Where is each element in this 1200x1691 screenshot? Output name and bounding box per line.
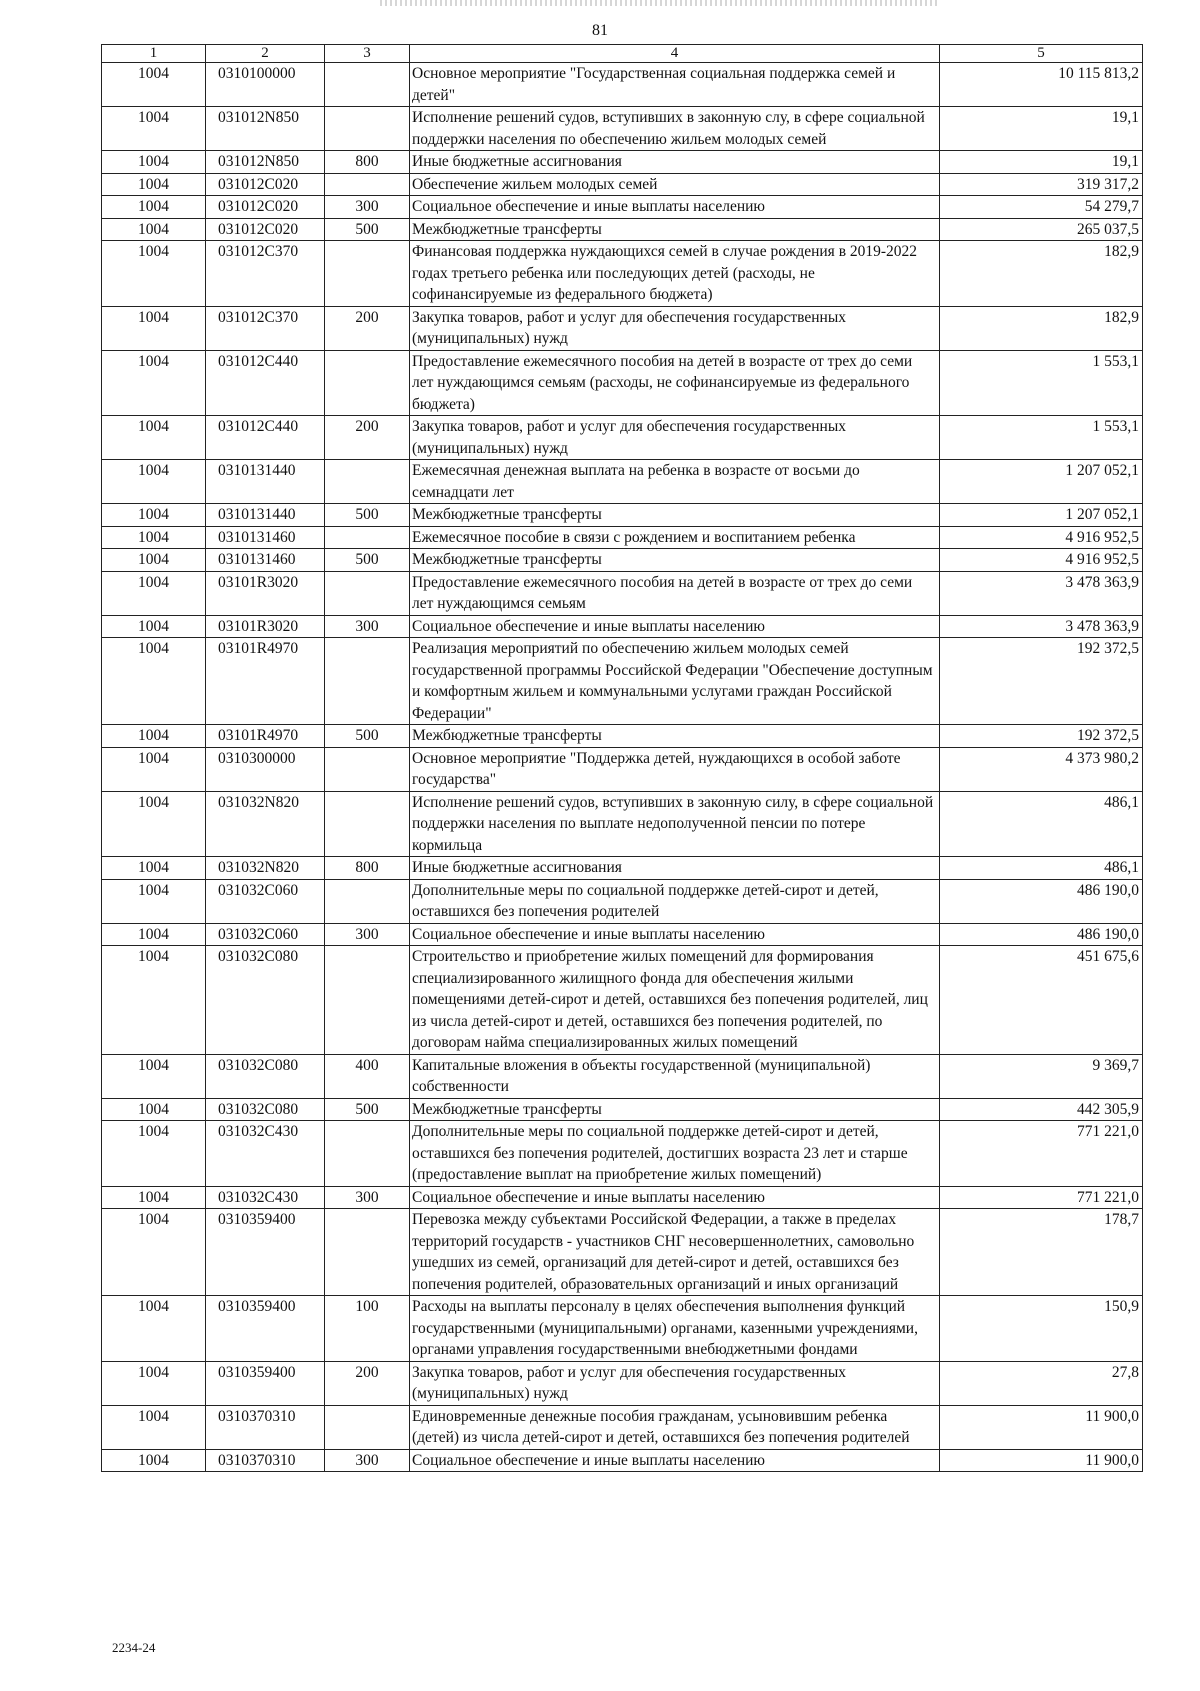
cell-section-code: 1004 bbox=[102, 1361, 206, 1405]
cell-expense-type: 500 bbox=[325, 1098, 410, 1121]
cell-amount: 265 037,5 bbox=[940, 218, 1143, 241]
cell-section-code: 1004 bbox=[102, 747, 206, 791]
cell-target-article: 031012C370 bbox=[206, 306, 325, 350]
cell-expense-type: 100 bbox=[325, 1296, 410, 1362]
cell-amount: 771 221,0 bbox=[940, 1121, 1143, 1187]
budget-table-container bbox=[101, 44, 1142, 1472]
cell-target-article: 031032C060 bbox=[206, 923, 325, 946]
cell-description: Иные бюджетные ассигнования bbox=[410, 857, 940, 880]
table-row bbox=[102, 1449, 1143, 1472]
cell-section-code: 1004 bbox=[102, 615, 206, 638]
table-row bbox=[102, 1186, 1143, 1209]
cell-target-article: 031032N820 bbox=[206, 791, 325, 857]
cell-amount: 9 369,7 bbox=[940, 1054, 1143, 1098]
cell-amount: 4 916 952,5 bbox=[940, 549, 1143, 572]
table-row bbox=[102, 63, 1143, 107]
cell-description: Ежемесячное пособие в связи с рождением и воспитанием ребенка bbox=[410, 526, 940, 549]
cell-expense-type bbox=[325, 1121, 410, 1187]
table-body bbox=[102, 63, 1143, 1472]
cell-section-code: 1004 bbox=[102, 1186, 206, 1209]
cell-amount: 11 900,0 bbox=[940, 1449, 1143, 1472]
cell-description: Исполнение решений судов, вступивших в законную слу, в сфере социальной поддержки населения по обеспечению жильем молодых семей bbox=[410, 107, 940, 151]
cell-amount: 486 190,0 bbox=[940, 923, 1143, 946]
cell-section-code: 1004 bbox=[102, 1449, 206, 1472]
table-row bbox=[102, 350, 1143, 416]
cell-target-article: 031032C430 bbox=[206, 1186, 325, 1209]
cell-target-article: 031032C080 bbox=[206, 946, 325, 1055]
cell-amount: 4 916 952,5 bbox=[940, 526, 1143, 549]
cell-section-code: 1004 bbox=[102, 638, 206, 725]
cell-section-code: 1004 bbox=[102, 1296, 206, 1362]
cell-section-code: 1004 bbox=[102, 923, 206, 946]
cell-expense-type bbox=[325, 879, 410, 923]
cell-description: Капитальные вложения в объекты государственной (муниципальной) собственности bbox=[410, 1054, 940, 1098]
cell-description: Межбюджетные трансферты bbox=[410, 504, 940, 527]
cell-amount: 771 221,0 bbox=[940, 1186, 1143, 1209]
cell-target-article: 0310131440 bbox=[206, 460, 325, 504]
cell-section-code: 1004 bbox=[102, 571, 206, 615]
cell-target-article: 031032C080 bbox=[206, 1054, 325, 1098]
cell-section-code: 1004 bbox=[102, 1121, 206, 1187]
column-header-3: 3 bbox=[325, 45, 410, 63]
cell-description: Межбюджетные трансферты bbox=[410, 218, 940, 241]
cell-expense-type bbox=[325, 63, 410, 107]
cell-target-article: 03101R3020 bbox=[206, 615, 325, 638]
cell-expense-type bbox=[325, 107, 410, 151]
cell-section-code: 1004 bbox=[102, 857, 206, 880]
cell-target-article: 031012N850 bbox=[206, 151, 325, 174]
table-row bbox=[102, 946, 1143, 1055]
cell-amount: 19,1 bbox=[940, 107, 1143, 151]
cell-description: Дополнительные меры по социальной поддержке детей-сирот и детей, оставшихся без попечения родителей bbox=[410, 879, 940, 923]
cell-target-article: 0310359400 bbox=[206, 1361, 325, 1405]
cell-amount: 1 553,1 bbox=[940, 350, 1143, 416]
cell-target-article: 0310359400 bbox=[206, 1209, 325, 1296]
cell-amount: 451 675,6 bbox=[940, 946, 1143, 1055]
cell-amount: 54 279,7 bbox=[940, 196, 1143, 219]
cell-description: Основное мероприятие "Поддержка детей, нуждающихся в особой заботе государства" bbox=[410, 747, 940, 791]
cell-description: Предоставление ежемесячного пособия на детей в возрасте от трех до семи лет нуждающимся семьям bbox=[410, 571, 940, 615]
cell-amount: 10 115 813,2 bbox=[940, 63, 1143, 107]
cell-section-code: 1004 bbox=[102, 306, 206, 350]
cell-expense-type bbox=[325, 638, 410, 725]
column-header-5: 5 bbox=[940, 45, 1143, 63]
cell-section-code: 1004 bbox=[102, 504, 206, 527]
cell-expense-type bbox=[325, 791, 410, 857]
cell-description: Реализация мероприятий по обеспечению жильем молодых семей государственной программы Российской Федерации "Обеспечение доступным и комфортным жильем и коммунальными услугами граждан Российской Федерации" bbox=[410, 638, 940, 725]
table-row bbox=[102, 1405, 1143, 1449]
cell-section-code: 1004 bbox=[102, 526, 206, 549]
cell-section-code: 1004 bbox=[102, 218, 206, 241]
cell-amount: 442 305,9 bbox=[940, 1098, 1143, 1121]
cell-section-code: 1004 bbox=[102, 725, 206, 748]
table-row bbox=[102, 1361, 1143, 1405]
cell-expense-type: 300 bbox=[325, 923, 410, 946]
table-row bbox=[102, 549, 1143, 572]
cell-description: Социальное обеспечение и иные выплаты населению bbox=[410, 923, 940, 946]
cell-description: Исполнение решений судов, вступивших в законную силу, в сфере социальной поддержки населения по выплате недополученной пенсии по потере кормильца bbox=[410, 791, 940, 857]
cell-expense-type bbox=[325, 173, 410, 196]
cell-target-article: 031012C370 bbox=[206, 241, 325, 307]
cell-description: Социальное обеспечение и иные выплаты населению bbox=[410, 1449, 940, 1472]
cell-amount: 486 190,0 bbox=[940, 879, 1143, 923]
cell-description: Закупка товаров, работ и услуг для обеспечения государственных (муниципальных) нужд bbox=[410, 1361, 940, 1405]
cell-expense-type: 500 bbox=[325, 725, 410, 748]
cell-amount: 3 478 363,9 bbox=[940, 615, 1143, 638]
cell-section-code: 1004 bbox=[102, 791, 206, 857]
scan-noise bbox=[380, 0, 940, 6]
table-row bbox=[102, 1098, 1143, 1121]
cell-description: Перевозка между субъектами Российской Федерации, а также в пределах территорий государств - участников СНГ несовершеннолетних, самовольно ушедших из семей, организаций для детей-сирот и детей, оставшихся без попечения родителей, образовательных организаций и иных организаций bbox=[410, 1209, 940, 1296]
cell-description: Предоставление ежемесячного пособия на детей в возрасте от трех до семи лет нуждающимся семьям (расходы, не софинансируемые из федерального бюджета) bbox=[410, 350, 940, 416]
cell-expense-type: 400 bbox=[325, 1054, 410, 1098]
cell-expense-type: 300 bbox=[325, 1449, 410, 1472]
cell-description: Межбюджетные трансферты bbox=[410, 549, 940, 572]
cell-description: Финансовая поддержка нуждающихся семей в случае рождения в 2019-2022 годах третьего ребенка или последующих детей (расходы, не софинансируемые из федерального бюджета) bbox=[410, 241, 940, 307]
table-row bbox=[102, 504, 1143, 527]
table-row bbox=[102, 571, 1143, 615]
cell-section-code: 1004 bbox=[102, 946, 206, 1055]
cell-expense-type bbox=[325, 571, 410, 615]
cell-description: Социальное обеспечение и иные выплаты населению bbox=[410, 615, 940, 638]
cell-expense-type: 300 bbox=[325, 615, 410, 638]
cell-section-code: 1004 bbox=[102, 549, 206, 572]
cell-expense-type: 300 bbox=[325, 196, 410, 219]
cell-section-code: 1004 bbox=[102, 1098, 206, 1121]
cell-target-article: 031012C020 bbox=[206, 173, 325, 196]
cell-section-code: 1004 bbox=[102, 151, 206, 174]
cell-amount: 3 478 363,9 bbox=[940, 571, 1143, 615]
cell-amount: 486,1 bbox=[940, 857, 1143, 880]
table-row bbox=[102, 460, 1143, 504]
cell-expense-type bbox=[325, 350, 410, 416]
cell-description: Социальное обеспечение и иные выплаты населению bbox=[410, 1186, 940, 1209]
cell-target-article: 0310370310 bbox=[206, 1449, 325, 1472]
cell-description: Строительство и приобретение жилых помещений для формирования специализированного жилищного фонда для обеспечения жилыми помещениями детей-сирот и детей, оставшихся без попечения родителей, лиц из числа детей-сирот и детей, оставшихся без попечения родителей, по договорам найма специализированных жилых помещений bbox=[410, 946, 940, 1055]
table-row bbox=[102, 725, 1143, 748]
cell-description: Основное мероприятие "Государственная социальная поддержка семей и детей" bbox=[410, 63, 940, 107]
cell-expense-type: 800 bbox=[325, 151, 410, 174]
cell-section-code: 1004 bbox=[102, 460, 206, 504]
cell-expense-type: 200 bbox=[325, 1361, 410, 1405]
cell-description: Единовременные денежные пособия гражданам, усыновившим ребенка (детей) из числа детей-сирот и детей, оставшихся без попечения родителей bbox=[410, 1405, 940, 1449]
cell-target-article: 031012C440 bbox=[206, 416, 325, 460]
cell-target-article: 031032C080 bbox=[206, 1098, 325, 1121]
cell-target-article: 03101R4970 bbox=[206, 725, 325, 748]
cell-expense-type: 500 bbox=[325, 504, 410, 527]
table-row bbox=[102, 1296, 1143, 1362]
cell-target-article: 031012C020 bbox=[206, 218, 325, 241]
cell-section-code: 1004 bbox=[102, 879, 206, 923]
cell-target-article: 03101R3020 bbox=[206, 571, 325, 615]
cell-expense-type bbox=[325, 1405, 410, 1449]
cell-target-article: 0310131460 bbox=[206, 526, 325, 549]
cell-amount: 1 553,1 bbox=[940, 416, 1143, 460]
column-header-1: 1 bbox=[102, 45, 206, 63]
table-row bbox=[102, 526, 1143, 549]
cell-section-code: 1004 bbox=[102, 416, 206, 460]
cell-section-code: 1004 bbox=[102, 1054, 206, 1098]
table-row bbox=[102, 416, 1143, 460]
cell-description: Закупка товаров, работ и услуг для обеспечения государственных (муниципальных) нужд bbox=[410, 416, 940, 460]
cell-amount: 182,9 bbox=[940, 306, 1143, 350]
cell-section-code: 1004 bbox=[102, 1209, 206, 1296]
cell-amount: 27,8 bbox=[940, 1361, 1143, 1405]
cell-expense-type bbox=[325, 747, 410, 791]
table-row bbox=[102, 1121, 1143, 1187]
cell-target-article: 031032C430 bbox=[206, 1121, 325, 1187]
table-row bbox=[102, 747, 1143, 791]
cell-description: Межбюджетные трансферты bbox=[410, 1098, 940, 1121]
cell-amount: 192 372,5 bbox=[940, 638, 1143, 725]
cell-section-code: 1004 bbox=[102, 173, 206, 196]
cell-description: Расходы на выплаты персоналу в целях обеспечения выполнения функций государственными (муниципальными) органами, казенными учреждениями, органами управления государственными внебюджетными фондами bbox=[410, 1296, 940, 1362]
cell-target-article: 031032C060 bbox=[206, 879, 325, 923]
column-header-4: 4 bbox=[410, 45, 940, 63]
table-row bbox=[102, 638, 1143, 725]
cell-expense-type: 300 bbox=[325, 1186, 410, 1209]
cell-expense-type: 500 bbox=[325, 218, 410, 241]
cell-expense-type: 200 bbox=[325, 416, 410, 460]
cell-amount: 150,9 bbox=[940, 1296, 1143, 1362]
cell-target-article: 0310100000 bbox=[206, 63, 325, 107]
cell-expense-type bbox=[325, 526, 410, 549]
cell-description: Социальное обеспечение и иные выплаты населению bbox=[410, 196, 940, 219]
cell-expense-type: 200 bbox=[325, 306, 410, 350]
cell-target-article: 03101R4970 bbox=[206, 638, 325, 725]
table-row bbox=[102, 241, 1143, 307]
table-row bbox=[102, 173, 1143, 196]
header-row bbox=[102, 45, 1143, 63]
table-row bbox=[102, 1054, 1143, 1098]
table-row bbox=[102, 857, 1143, 880]
table-row bbox=[102, 218, 1143, 241]
cell-target-article: 031032N820 bbox=[206, 857, 325, 880]
cell-target-article: 031012C440 bbox=[206, 350, 325, 416]
cell-description: Ежемесячная денежная выплата на ребенка в возрасте от восьми до семнадцати лет bbox=[410, 460, 940, 504]
cell-description: Дополнительные меры по социальной поддержке детей-сирот и детей, оставшихся без попечения родителей, достигших возраста 23 лет и старше (предоставление выплат на приобретение жилых помещений) bbox=[410, 1121, 940, 1187]
cell-amount: 486,1 bbox=[940, 791, 1143, 857]
cell-expense-type bbox=[325, 460, 410, 504]
cell-target-article: 031012N850 bbox=[206, 107, 325, 151]
cell-amount: 11 900,0 bbox=[940, 1405, 1143, 1449]
cell-section-code: 1004 bbox=[102, 1405, 206, 1449]
cell-section-code: 1004 bbox=[102, 350, 206, 416]
table-row bbox=[102, 923, 1143, 946]
cell-amount: 4 373 980,2 bbox=[940, 747, 1143, 791]
table-row bbox=[102, 879, 1143, 923]
table-row bbox=[102, 306, 1143, 350]
table-row bbox=[102, 1209, 1143, 1296]
table-row bbox=[102, 151, 1143, 174]
cell-target-article: 0310300000 bbox=[206, 747, 325, 791]
table-row bbox=[102, 791, 1143, 857]
cell-amount: 192 372,5 bbox=[940, 725, 1143, 748]
cell-expense-type bbox=[325, 1209, 410, 1296]
cell-amount: 178,7 bbox=[940, 1209, 1143, 1296]
cell-expense-type bbox=[325, 946, 410, 1055]
cell-expense-type bbox=[325, 241, 410, 307]
cell-section-code: 1004 bbox=[102, 196, 206, 219]
cell-amount: 1 207 052,1 bbox=[940, 460, 1143, 504]
column-header-2: 2 bbox=[206, 45, 325, 63]
cell-target-article: 0310131440 bbox=[206, 504, 325, 527]
cell-amount: 319 317,2 bbox=[940, 173, 1143, 196]
table-row bbox=[102, 615, 1143, 638]
cell-expense-type: 800 bbox=[325, 857, 410, 880]
cell-target-article: 0310131460 bbox=[206, 549, 325, 572]
cell-section-code: 1004 bbox=[102, 241, 206, 307]
cell-description: Иные бюджетные ассигнования bbox=[410, 151, 940, 174]
cell-amount: 1 207 052,1 bbox=[940, 504, 1143, 527]
table-row bbox=[102, 107, 1143, 151]
budget-table bbox=[101, 44, 1143, 1472]
footer-code: 2234-24 bbox=[112, 1640, 156, 1655]
cell-amount: 182,9 bbox=[940, 241, 1143, 307]
page-number: 81 bbox=[592, 22, 608, 39]
cell-target-article: 0310359400 bbox=[206, 1296, 325, 1362]
cell-target-article: 031012C020 bbox=[206, 196, 325, 219]
cell-section-code: 1004 bbox=[102, 107, 206, 151]
cell-expense-type: 500 bbox=[325, 549, 410, 572]
cell-description: Закупка товаров, работ и услуг для обеспечения государственных (муниципальных) нужд bbox=[410, 306, 940, 350]
cell-description: Межбюджетные трансферты bbox=[410, 725, 940, 748]
cell-section-code: 1004 bbox=[102, 63, 206, 107]
table-row bbox=[102, 196, 1143, 219]
cell-target-article: 0310370310 bbox=[206, 1405, 325, 1449]
cell-amount: 19,1 bbox=[940, 151, 1143, 174]
cell-description: Обеспечение жильем молодых семей bbox=[410, 173, 940, 196]
